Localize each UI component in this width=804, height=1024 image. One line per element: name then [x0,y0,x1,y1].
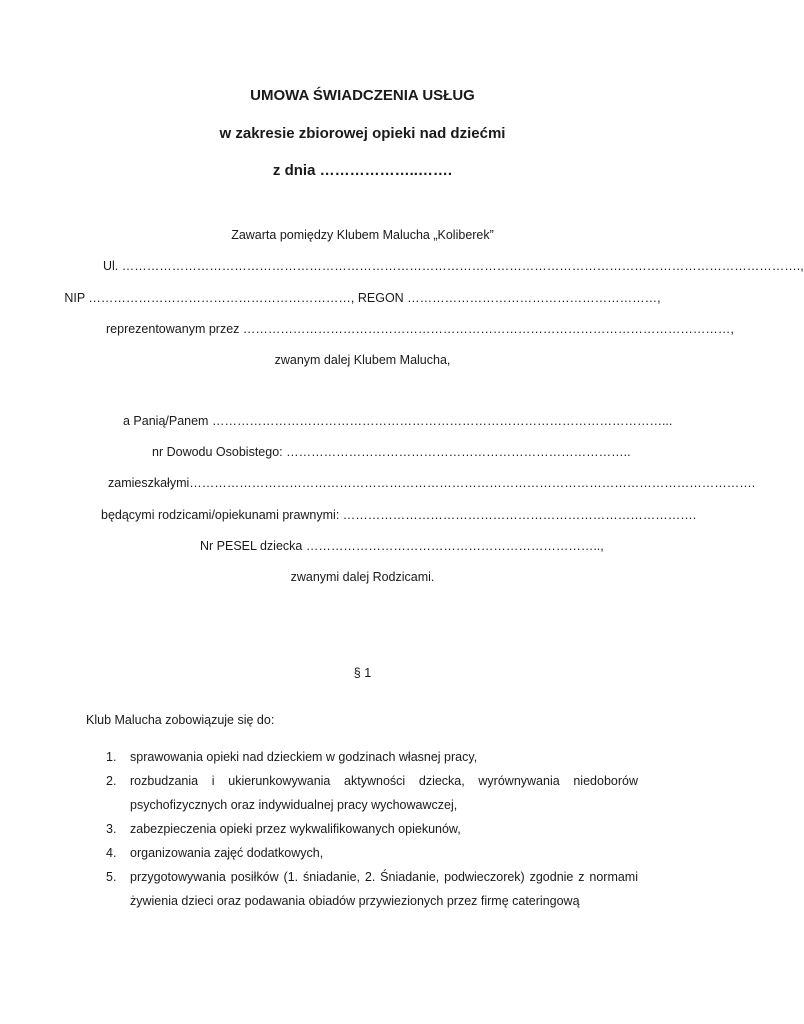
id-number-field: nr Dowodu Osobistego: ……………………………………………………………………….. [152,445,631,459]
list-item-number: 1. [106,750,117,764]
list-item [106,841,638,865]
list-item [106,769,638,817]
list-item [106,865,638,913]
parents-field: będącymi rodzicami/opiekunami prawnymi: …………………………………………………………………………. [101,508,697,522]
residence-field: zamieszkałymi………………………………………………………………………………………………………………………. [108,476,756,490]
list-item-text: rozbudzania i ukierunkowywania aktywności dziecka, wyrównywania niedoborów psychofizycznych oraz indywidualnej pracy wychowawczej, [130,774,638,812]
contract-title: UMOWA ŚWIADCZENIA USŁUG [250,87,475,104]
contract-date: z dnia ………………..……. [272,162,453,179]
list-item-number: 5. [106,870,117,884]
list-item [106,817,638,841]
list-item-number: 3. [106,822,117,836]
list-item-number: 2. [106,774,117,788]
nip-regon-field: NIP ………………………………………………………, REGON ……………………………………………………, [64,291,661,305]
obligations-list [106,745,638,913]
list-item-text: organizowania zajęć dodatkowych, [130,846,324,860]
list-item-text: przygotowywania posiłków (1. śniadanie, 2. Śniadanie, podwieczorek) zgodnie z normami żywienia dzieci oraz podawania obiadów przywiezionych przez firmę cateringową [130,870,638,908]
contract-subtitle: w zakresie zbiorowej opieki nad dziećmi [219,125,506,142]
pesel-field: Nr PESEL dziecka …………………………………………………………….., [200,539,604,553]
section-1-lead: Klub Malucha zobowiązuje się do: [86,713,275,727]
represented-by-field: reprezentowanym przez ………………………………………………………………………………………………………, [106,322,734,336]
parent-name-field: a Panią/Panem ………………………………………………………………………………………………... [123,414,673,428]
street-field: Ul. ………………………………………………………………………………………………………………………………………………., [103,259,804,273]
parties-intro: Zawarta pomiędzy Klubem Malucha „Koliberek” [231,228,494,242]
section-1-heading: § 1 [353,666,372,680]
list-item [106,745,638,769]
parents-alias: zwanymi dalej Rodzicami. [290,570,435,584]
list-item-text: sprawowania opieki nad dzieckiem w godzinach własnej pracy, [130,750,478,764]
list-item-text: zabezpieczenia opieki przez wykwalifikowanych opiekunów, [130,822,461,836]
list-item-number: 4. [106,846,117,860]
club-alias: zwanym dalej Klubem Malucha, [274,353,451,367]
